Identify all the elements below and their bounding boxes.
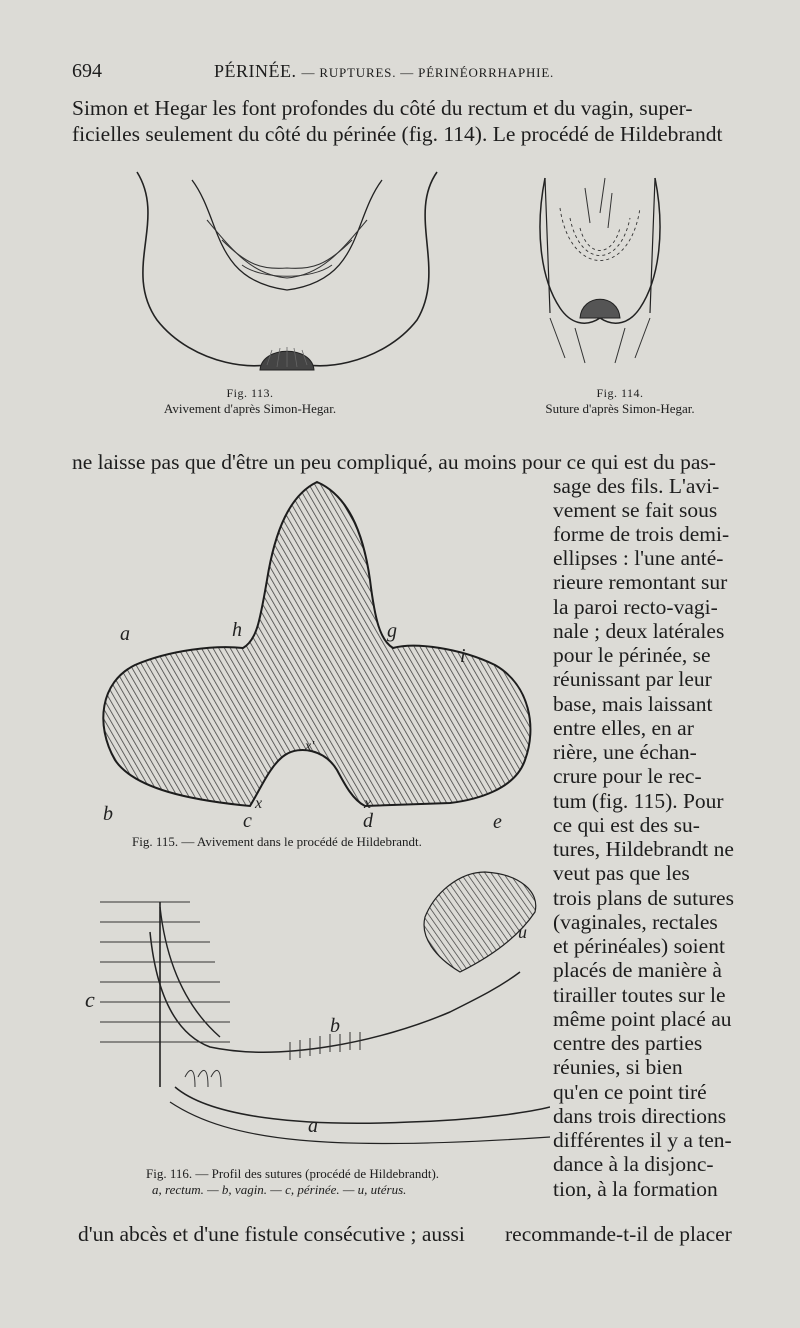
fig116-letter-a: a bbox=[308, 1115, 318, 1137]
column-line: tion, à la formation bbox=[553, 1177, 718, 1201]
page-number: 694 bbox=[72, 60, 102, 82]
body-text-line: recommande-t-il de placer bbox=[505, 1222, 732, 1246]
column-line: sage des fils. L'avi- bbox=[553, 474, 720, 498]
column-line: entre elles, en ar bbox=[553, 716, 694, 740]
fig115-letter-x: x bbox=[364, 795, 372, 812]
column-line: qu'en ce point tiré bbox=[553, 1080, 707, 1104]
running-title-main: PÉRINÉE. bbox=[214, 61, 297, 81]
column-line: tirailler toutes sur le bbox=[553, 983, 726, 1007]
column-line: nale ; deux latérales bbox=[553, 619, 725, 643]
column-line: tures, Hildebrandt ne bbox=[553, 837, 734, 861]
column-line: base, mais laissant bbox=[553, 692, 713, 716]
fig116-letter-b: b bbox=[330, 1015, 340, 1037]
body-text-line: d'un abcès et d'une fistule consécutive ; aussi bbox=[78, 1222, 465, 1246]
figure-116-legend-line: a, rectum. — b, vagin. — c, périnée. — u, utérus. bbox=[152, 1182, 407, 1197]
column-line: et périnéales) soient bbox=[553, 934, 725, 958]
figure-113-caption bbox=[140, 386, 360, 417]
body-text-line: ficielles seulement du côté du périnée (fig. 114). Le procédé de Hildebrandt bbox=[72, 122, 723, 146]
column-line: dans trois directions bbox=[553, 1104, 727, 1128]
body-text-line: ne laisse pas que d'être un peu compliqué, au moins pour ce qui est du pas- bbox=[72, 450, 716, 474]
figure-113-label: Fig. 113. bbox=[226, 386, 274, 400]
column-line: forme de trois demi- bbox=[553, 522, 730, 546]
fig115-letter-x-prime: x' bbox=[305, 739, 315, 754]
column-line: trois plans de sutures bbox=[553, 886, 734, 910]
column-line: même point placé au bbox=[553, 1007, 732, 1031]
figure-115-caption: Fig. 115. — Avivement dans le procédé de Hildebrandt. bbox=[132, 834, 422, 849]
fig116-letter-c: c bbox=[85, 987, 95, 1012]
column-line: tum (fig. 115). Pour bbox=[553, 789, 724, 813]
figure-116-illustration bbox=[80, 862, 550, 1172]
column-line: veut pas que les bbox=[553, 861, 690, 885]
fig115-letter-g: g bbox=[387, 620, 397, 642]
running-title bbox=[214, 61, 554, 82]
figure-116-caption bbox=[146, 1166, 506, 1198]
column-line: (vaginales, rectales bbox=[553, 910, 718, 934]
figure-114-label: Fig. 114. bbox=[596, 386, 644, 400]
column-line: ellipses : l'une anté- bbox=[553, 546, 724, 570]
body-text-line: Simon et Hegar les font profondes du côté du rectum et du vagin, super- bbox=[72, 96, 693, 120]
figure-113-illustration bbox=[112, 160, 462, 385]
figure-114-text: Suture d'après Simon-Hegar. bbox=[545, 401, 695, 416]
column-line: crure pour le rec- bbox=[553, 764, 702, 788]
fig115-letter-d: d bbox=[363, 810, 373, 832]
fig115-letter-a: a bbox=[120, 623, 130, 645]
figure-115-illustration bbox=[75, 470, 545, 840]
column-line: la paroi recto-vagi- bbox=[553, 595, 718, 619]
figure-114-caption bbox=[520, 386, 720, 417]
fig115-letter-x: x bbox=[255, 795, 263, 812]
column-line: vement se fait sous bbox=[553, 498, 718, 522]
column-line: différentes il y a ten- bbox=[553, 1128, 732, 1152]
column-line: placés de manière à bbox=[553, 958, 722, 982]
figure-116-caption-line: Fig. 116. — Profil des sutures (procédé de Hildebrandt). bbox=[146, 1166, 440, 1181]
column-line: rieure remontant sur bbox=[553, 570, 728, 594]
running-title-sub: — RUPTURES. — PÉRINÉORRHAPHIE. bbox=[301, 65, 555, 80]
fig115-letter-i: i bbox=[460, 645, 466, 667]
column-line: centre des parties bbox=[553, 1031, 703, 1055]
column-line: rière, une échan- bbox=[553, 740, 697, 764]
column-line: pour le périnée, se bbox=[553, 643, 711, 667]
column-line: ce qui est des su- bbox=[553, 813, 700, 837]
fig115-letter-c: c bbox=[243, 810, 252, 832]
figure-114-illustration bbox=[530, 168, 670, 368]
page-header bbox=[72, 60, 742, 90]
fig115-letter-e: e bbox=[493, 811, 502, 833]
fig116-letter-u: u bbox=[518, 922, 527, 942]
column-line: réunies, si bien bbox=[553, 1055, 683, 1079]
figure-113-text: Avivement d'après Simon-Hegar. bbox=[163, 401, 337, 416]
fig115-letter-b: b bbox=[103, 803, 113, 825]
column-line: dance à la disjonc- bbox=[553, 1152, 714, 1176]
column-line: réunissant par leur bbox=[553, 667, 712, 691]
fig115-letter-h: h bbox=[232, 619, 242, 641]
